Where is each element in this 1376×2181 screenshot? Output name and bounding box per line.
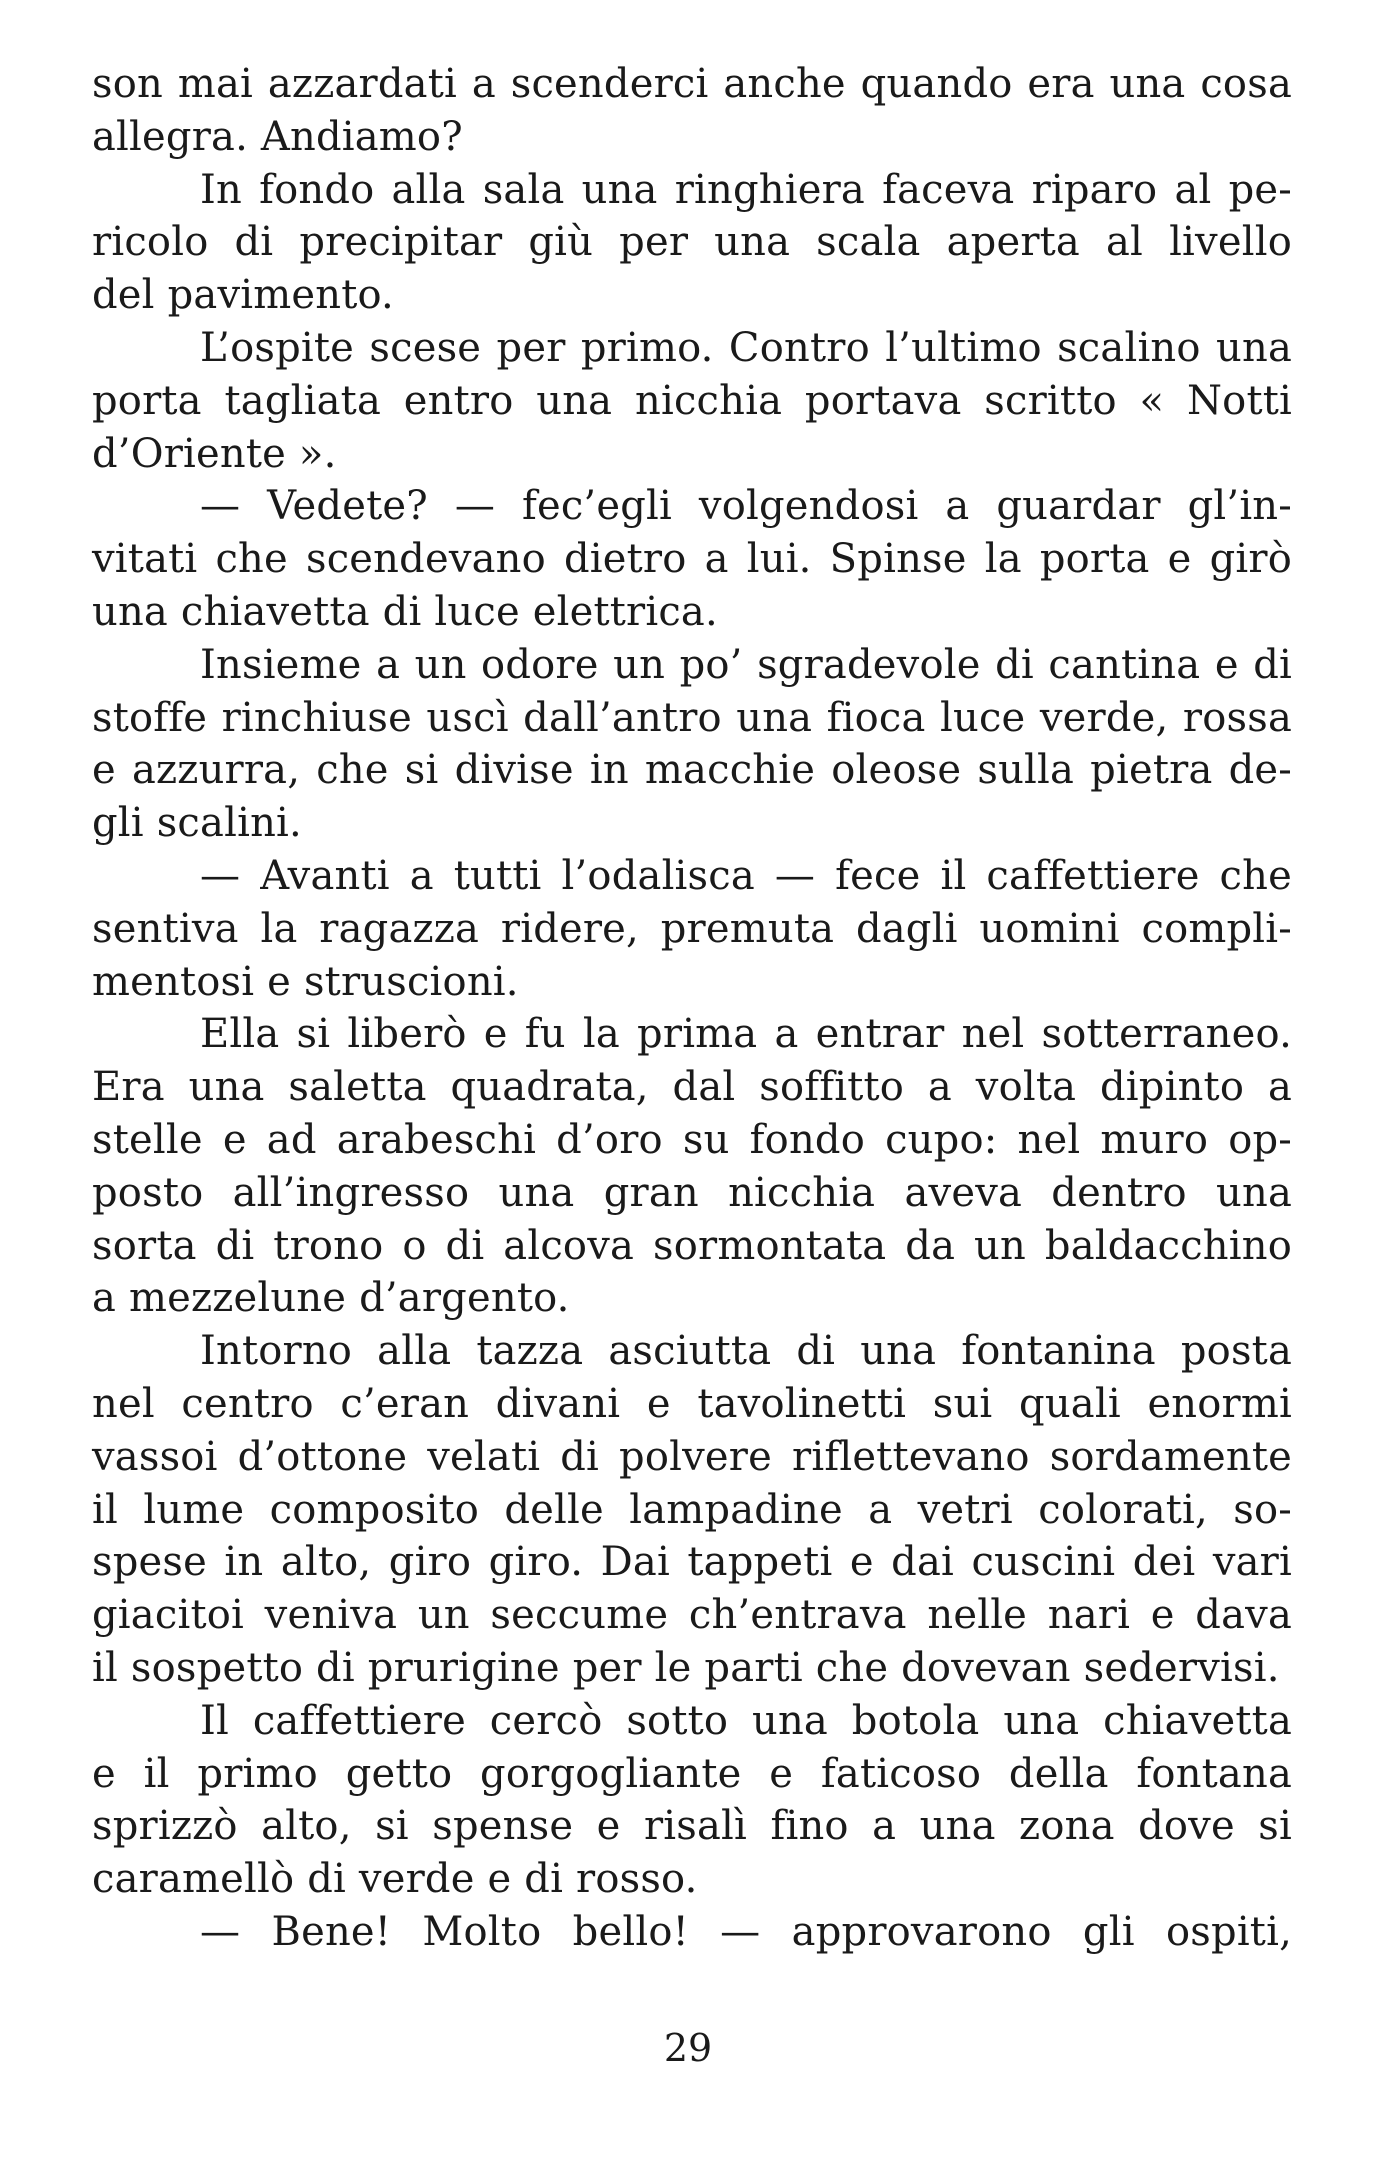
text-line: — Bene! Molto bello! — approvarono gli ospiti, [200,1908,1292,1955]
text-line: sprizzò alto, si spense e risalì fino a una zona dove si [92,1803,1292,1850]
text-line: il sospetto di prurigine per le parti che dovevan sedervisi. [92,1644,1280,1691]
text-line: e il primo getto gorgogliante e faticoso della fontana [92,1750,1292,1797]
text-line: L’ospite scese per primo. Contro l’ultimo scalino una [200,324,1292,371]
text-line: Intorno alla tazza asciutta di una fontanina posta [200,1328,1292,1375]
text-line: giacitoi veniva un seccume ch’entrava nelle nari e dava [92,1592,1292,1639]
page-number: 29 [663,2026,713,2070]
text-line: caramellò di verde e di rosso. [92,1856,698,1903]
text-line: nel centro c’eran divani e tavolinetti sui quali enormi [92,1380,1292,1427]
text-line: allegra. Andiamo? [92,113,463,160]
text-line: Il caffettiere cercò sotto una botola una chiavetta [200,1697,1292,1744]
text-line: spese in alto, giro giro. Dai tappeti e dai cuscini dei vari [92,1539,1292,1586]
text-line: del pavimento. [92,272,394,319]
text-line: mentosi e struscioni. [92,958,519,1005]
text-line: vassoi d’ottone velati di polvere riflettevano sordamente [92,1433,1292,1480]
text-line: son mai azzardati a scenderci anche quando era una cosa [92,61,1292,107]
text-line: Ella si liberò e fu la prima a entrar nel sotterraneo. [200,1011,1292,1058]
text-line: gli scalini. [92,800,302,847]
text-line: una chiavetta di luce elettrica. [92,588,718,635]
text-line: posto all’ingresso una gran nicchia aveva dentro una [92,1169,1292,1216]
text-line: sorta di trono o di alcova sormontata da un baldacchino [92,1222,1292,1269]
text-line: vitati che scendevano dietro a lui. Spinse la porta e girò [92,536,1292,583]
text-line: porta tagliata entro una nicchia portava scritto « Notti [92,377,1292,424]
text-line: sentiva la ragazza ridere, premuta dagli uomini compli- [92,905,1292,952]
text-line: stoffe rinchiuse uscì dall’antro una fioca luce verde, rossa [92,694,1292,741]
text-line: Era una saletta quadrata, dal soffitto a volta dipinto a [92,1064,1292,1111]
text-line: stelle e ad arabeschi d’oro su fondo cupo: nel muro op- [92,1116,1292,1163]
text-line: In fondo alla sala una ringhiera faceva riparo al pe- [200,166,1292,213]
text-line: ricolo di precipitar giù per una scala aperta al livello [92,219,1292,266]
text-line: d’Oriente ». [92,430,337,477]
page-body [92,58,1292,1959]
text-line: a mezzelune d’argento. [92,1275,570,1322]
text-line: — Vedete? — fec’egli volgendosi a guardar gl’in- [200,483,1292,530]
text-line: il lume composito delle lampadine a vetri colorati, so- [92,1486,1292,1533]
text-line: Insieme a un odore un po’ sgradevole di cantina e di [200,641,1292,688]
text-line: — Avanti a tutti l’odalisca — fece il caffettiere che [200,852,1292,899]
text-line: e azzurra, che si divise in macchie oleose sulla pietra de- [92,747,1292,794]
